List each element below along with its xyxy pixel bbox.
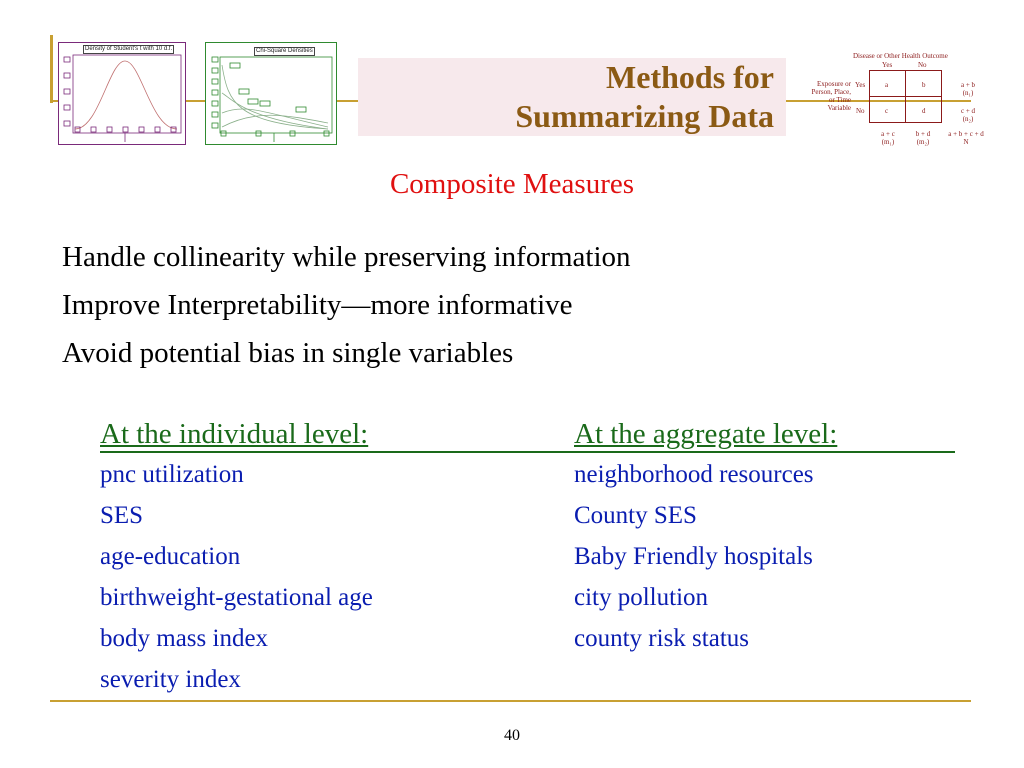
column-total-2: b + d (m₂) [915,130,931,146]
individual-level-heading: At the individual level: [100,418,369,450]
aggregate-level-heading: At the aggregate level: [574,418,838,450]
decorative-bottom-rule [50,700,971,702]
list-item: body mass index [100,625,269,652]
contingency-table [803,50,993,150]
title-line-2: Summarizing Data [515,98,774,134]
title-line-1: Methods for [606,59,774,95]
list-item: age-education [100,543,241,570]
column-no-label: No [918,61,927,69]
chi-square-curves-graphic [206,43,336,144]
bullet-item: Improve Interpretability—more informative [62,289,573,321]
main-points [62,233,631,377]
row-total-1: a + b (n₁) [960,81,976,97]
cell-b: b [922,81,926,89]
column-total-1: a + c (m₁) [881,130,895,146]
list-item: pnc utilization [100,461,244,488]
grand-total: a + b + c + d N [948,130,984,146]
individual-level-column [100,414,570,700]
column-yes-label: Yes [882,61,893,69]
list-item: County SES [574,502,697,529]
t-density-thumbnail [58,42,186,145]
list-item: birthweight-gestational age [100,584,373,611]
slide-title [358,58,774,136]
cell-d: d [922,107,926,115]
subtitle: Composite Measures [389,168,635,200]
table-grid [869,70,942,123]
thumbnail-title: Chi-Square Densities [256,48,313,54]
list-item: city pollution [574,584,709,611]
bullet-item: Avoid potential bias in single variables [62,337,514,369]
cell-c: c [885,107,889,115]
cell-a: a [885,81,889,89]
list-item: severity index [100,666,241,693]
thumbnail-title: Density of Student's t with 10 d.f. [85,46,173,52]
outcome-header: Disease or Other Health Outcome [853,52,948,60]
page-number: 40 [504,727,520,744]
list-item: county risk status [574,625,749,652]
row-no-label: No [856,107,865,115]
row-yes-label: Yes [855,81,866,89]
heading-underline [100,451,955,453]
decorative-vertical-line [50,35,53,103]
chi-square-thumbnail [205,42,337,145]
bell-curve-graphic [59,43,185,144]
list-item: neighborhood resources [574,461,814,488]
row-variable-label: Exposure or Person, Place, or Time Variable [811,80,851,112]
bullet-item: Handle collinearity while preserving information [62,241,631,273]
list-item: Baby Friendly hospitals [574,543,813,570]
list-item: SES [100,502,144,529]
row-total-2: c + d (n₂) [960,107,976,123]
